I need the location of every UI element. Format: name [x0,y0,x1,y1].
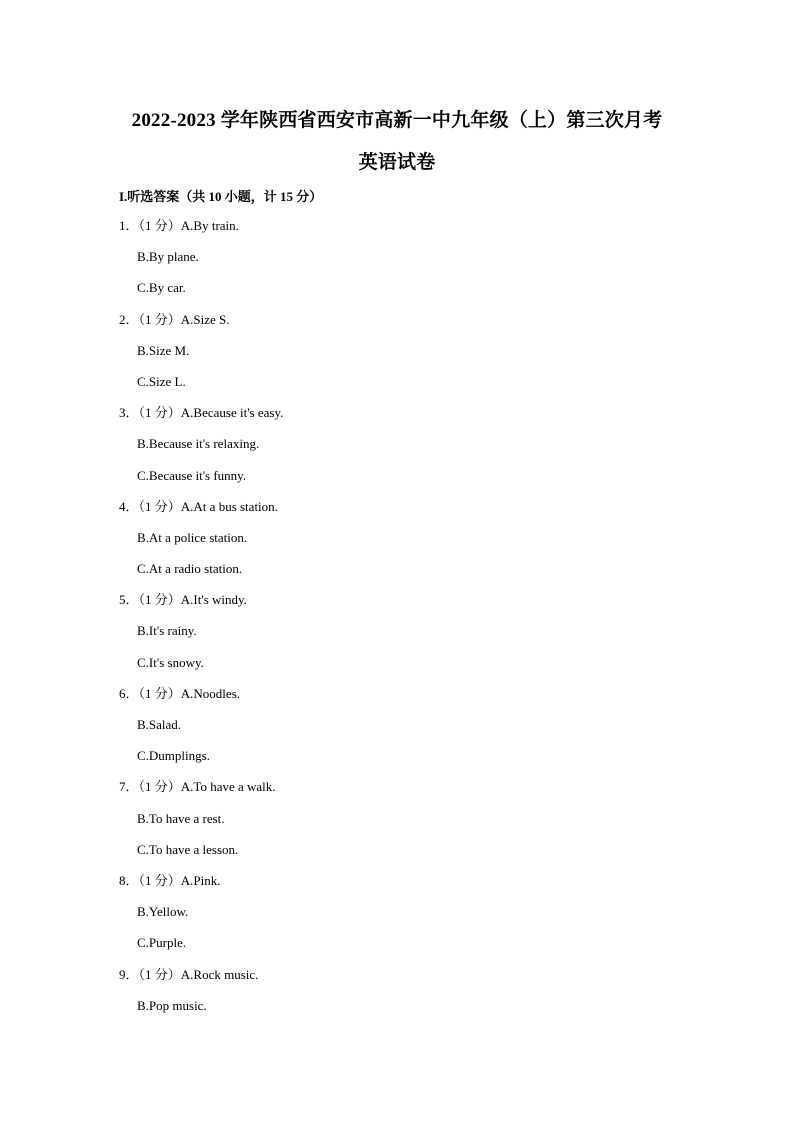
question-number: 3． [119,405,139,421]
option-line [119,811,719,842]
question-item [119,686,719,780]
option-c: C.By car. [137,280,186,296]
option-c: C.To have a lesson. [137,841,239,857]
option-b: B.Because it's relaxing. [137,436,260,452]
question-mark: （1 分） [138,405,181,421]
option-a: A.Pink. [180,872,221,888]
question-mark: （1 分） [138,872,181,888]
question-mark: （1 分） [138,218,181,233]
option-line [119,842,719,873]
option-line [119,343,719,374]
question-mark: （1 分） [138,779,181,795]
option-a: A.Size S. [180,311,230,327]
option-a: A.At a bus station. [180,498,278,514]
question-list [119,218,719,1029]
option-line [119,717,719,748]
question-item [119,405,719,499]
question-line [119,967,719,998]
question-line [119,686,719,717]
option-line [119,623,719,654]
option-line [119,748,719,779]
question-number: 7． [119,779,139,795]
question-mark: （1 分） [138,966,181,982]
section-heading: I.听选答案（共 10 小题，计 15 分） [119,189,323,204]
question-number: 2． [119,311,139,327]
question-number: 6． [119,685,139,701]
question-item [119,312,719,406]
question-item [119,779,719,873]
option-c: C.Because it's funny. [137,467,247,483]
question-item [119,499,719,593]
option-a: A.Rock music. [180,966,259,982]
option-b: B.Size M. [137,342,190,358]
option-line [119,468,719,499]
question-number: 1． [119,218,139,233]
question-line [119,873,719,904]
question-mark: （1 分） [138,311,181,327]
option-b: B.By plane. [137,249,199,265]
question-line [119,312,719,343]
option-b: B.To have a rest. [137,810,225,826]
option-line [119,530,719,561]
option-c: C.Dumplings. [137,748,210,764]
question-item [119,967,719,1029]
question-number: 5． [119,592,139,608]
question-item [119,218,719,312]
option-a: A.Noodles. [180,685,240,701]
option-c: C.It's snowy. [137,654,204,670]
question-mark: （1 分） [138,498,181,514]
option-c: C.Purple. [137,935,187,951]
option-a: A.Because it's easy. [180,405,284,421]
question-line [119,499,719,530]
question-mark: （1 分） [138,592,181,608]
option-b: B.It's rainy. [137,623,197,639]
exam-title: 2022-2023 学年陕西省西安市高新一中九年级（上）第三次月考 [131,110,663,131]
question-line [119,592,719,623]
option-line [119,249,719,280]
option-b: B.At a police station. [137,529,248,545]
option-line [119,935,719,966]
option-b: B.Salad. [137,717,182,732]
question-number: 4． [119,498,139,514]
option-line [119,561,719,592]
question-line [119,218,719,249]
option-c: C.Size L. [137,373,186,389]
question-mark: （1 分） [138,685,181,701]
option-line [119,655,719,686]
option-b: B.Pop music. [137,997,207,1013]
option-line [119,280,719,311]
option-a: A.To have a walk. [180,779,276,795]
option-line [119,374,719,405]
option-line [119,904,719,935]
option-a: A.By train. [180,218,239,233]
option-a: A.It's windy. [180,592,247,608]
question-line [119,405,719,436]
question-number: 8． [119,872,139,888]
option-line [119,998,719,1029]
option-c: C.At a radio station. [137,561,243,577]
exam-subtitle: 英语试卷 [358,152,436,173]
question-line [119,779,719,810]
question-number: 9． [119,966,139,982]
question-item [119,873,719,967]
question-item [119,592,719,686]
option-line [119,436,719,467]
option-b: B.Yellow. [137,904,189,920]
